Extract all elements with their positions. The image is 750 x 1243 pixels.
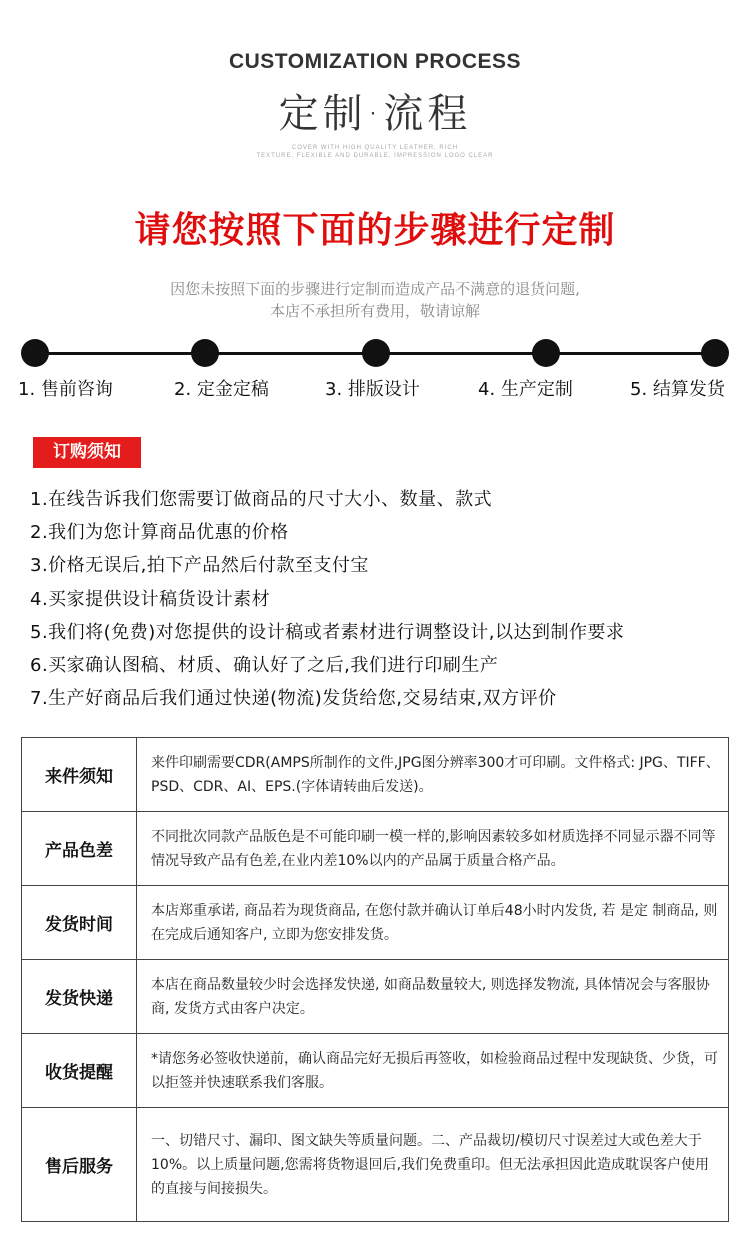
step-label-1: 1. 售前咨询 bbox=[18, 379, 113, 400]
notice-item: 6.买家确认图稿、材质、确认好了之后,我们进行印刷生产 bbox=[30, 655, 499, 676]
table-row bbox=[22, 886, 729, 960]
row-key: 收货提醒 bbox=[22, 1034, 137, 1108]
row-value: *请您务必签收快递前，确认商品完好无损后再签收，如检验商品过程中发现缺货、少货，可以拒签并快速联系我们客服。 bbox=[137, 1034, 729, 1108]
info-table bbox=[21, 737, 729, 1222]
order-notice-tag: 订购须知 bbox=[33, 437, 141, 468]
row-key: 售后服务 bbox=[22, 1108, 137, 1222]
step-dot bbox=[532, 339, 560, 367]
table-row bbox=[22, 1108, 729, 1222]
chinese-title: 定制·流程 bbox=[278, 91, 472, 137]
subtitle-line-2: 本店不承担所有费用，敬请谅解 bbox=[269, 302, 480, 320]
step-label-4: 4. 生产定制 bbox=[478, 379, 573, 400]
tagline-line-1: COVER WITH HIGH QUALITY LEATHER, RICH bbox=[291, 145, 459, 151]
notice-item: 7.生产好商品后我们通过快递(物流)发货给您,交易结束,双方评价 bbox=[30, 688, 557, 709]
table-row bbox=[22, 812, 729, 886]
table-row bbox=[22, 738, 729, 812]
row-value: 来件印刷需要CDR(AMPS所制作的文件,JPG图分辨率300才可印刷。文件格式: JPG、TIFF、PSD、CDR、AI、EPS.(字体请转曲后发送)。 bbox=[137, 738, 729, 812]
headline: 请您按照下面的步骤进行定制 bbox=[134, 210, 616, 251]
row-key: 发货快递 bbox=[22, 960, 137, 1034]
tagline-line-2: TEXTURE, FLEXIBLE AND DURABLE, IMPRESSION LOGO CLEAR bbox=[256, 153, 494, 159]
step-dot bbox=[362, 339, 390, 367]
row-value: 本店郑重承诺, 商品若为现货商品, 在您付款并确认订单后48小时内发货, 若 是定 制商品, 则在完成后通知客户, 立即为您安排发货。 bbox=[137, 886, 729, 960]
table-row bbox=[22, 1034, 729, 1108]
step-label-5: 5. 结算发货 bbox=[630, 379, 725, 400]
row-key: 产品色差 bbox=[22, 812, 137, 886]
step-label-3: 3. 排版设计 bbox=[325, 379, 420, 400]
row-value: 不同批次同款产品版色是不可能印刷一模一样的,影响因素较多如材质选择不同显示器不同等情况导致产品有色差,在业内差10%以内的产品属于质量合格产品。 bbox=[137, 812, 729, 886]
notice-item: 2.我们为您计算商品优惠的价格 bbox=[30, 522, 289, 543]
row-key: 发货时间 bbox=[22, 886, 137, 960]
step-dot bbox=[701, 339, 729, 367]
notice-item: 5.我们将(免费)对您提供的设计稿或者素材进行调整设计,以达到制作要求 bbox=[30, 622, 625, 643]
notice-item: 3.价格无误后,拍下产品然后付款至支付宝 bbox=[30, 555, 369, 576]
row-key: 来件须知 bbox=[22, 738, 137, 812]
table-row bbox=[22, 960, 729, 1034]
step-dot bbox=[191, 339, 219, 367]
notice-item: 4.买家提供设计稿货设计素材 bbox=[30, 589, 271, 610]
notice-item: 1.在线告诉我们您需要订做商品的尺寸大小、数量、款式 bbox=[30, 489, 493, 510]
english-title: CUSTOMIZATION PROCESS bbox=[228, 50, 522, 73]
step-label-2: 2. 定金定稿 bbox=[174, 379, 269, 400]
row-value: 本店在商品数量较少时会选择发快递, 如商品数量较大, 则选择发物流, 具体情况会与客服协商, 发货方式由客户决定。 bbox=[137, 960, 729, 1034]
subtitle-line-1: 因您未按照下面的步骤进行定制而造成产品不满意的退货问题, bbox=[170, 280, 580, 298]
step-dot bbox=[21, 339, 49, 367]
row-value: 一、切错尺寸、漏印、图文缺失等质量问题。二、产品裁切/模切尺寸误差过大或色差大于10%。以上质量问题,您需将货物退回后,我们免费重印。但无法承担因此造成耽误客户使用的直接与间接损失。 bbox=[137, 1108, 729, 1222]
